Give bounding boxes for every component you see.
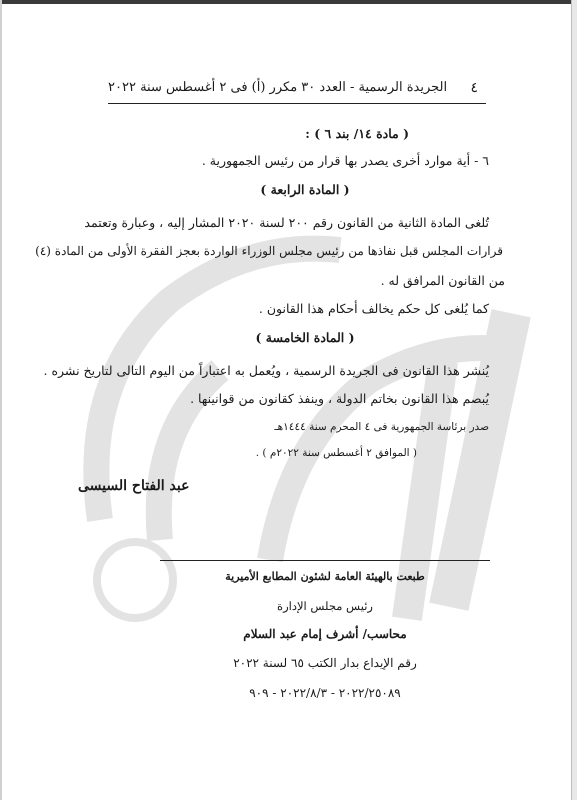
item-6-text: ٦ - أية موارد أخرى يصدر بها قرار من رئيس الجمهورية .	[201, 153, 489, 168]
gazette-title: الجريدة الرسمية - العدد ٣٠ مكرر (أ) فى ٢ أغسطس سنة ٢٠٢٢	[108, 80, 448, 95]
print-code: ٢٠٢٢/٢٥٠٨٩ - ٢٠٢٢/٨/٣ - ٩٠٩	[249, 686, 401, 700]
printed-by: طبعت بالهيئة العامة لشئون المطابع الأميرية	[225, 570, 425, 583]
article-5-heading: ( المادة الخامسة )	[255, 330, 355, 345]
page-number: ٤	[470, 80, 478, 96]
article-4-heading: ( المادة الرابعة )	[260, 182, 350, 197]
window-top-border	[0, 0, 577, 4]
article-5-line-1: يُنشر هذا القانون فى الجريدة الرسمية ، ويُعمل به اعتباراً من اليوم التالى لتاريخ نشره .	[43, 363, 489, 378]
page-header	[108, 80, 478, 100]
footer-divider	[160, 560, 490, 561]
article-4-line-3: من القانون المرافق له .	[380, 273, 505, 288]
article-4-line-4: كما يُلغى كل حكم يخالف أحكام هذا القانون .	[258, 301, 489, 316]
window-left-border	[0, 0, 2, 800]
scrollbar[interactable]	[571, 0, 577, 800]
article-4-line-1: تُلغى المادة الثانية من القانون رقم ٢٠٠ لسنة ٢٠٢٠ المشار إليه ، وعبارة وتعتمد	[84, 215, 489, 230]
article-reference: ( مادة ١٤/ بند ٦ ) :	[305, 126, 409, 141]
article-4-line-2: قرارات المجلس قبل نفاذها من رئيس مجلس الوزراء الواردة بعجز الفقرة الأولى من المادة (٤)	[35, 244, 503, 258]
signature-name: عبد الفتاح السيسى	[78, 478, 190, 494]
article-5-line-2: يُبصم هذا القانون بخاتم الدولة ، وينفذ كقانون من قوانينها .	[190, 391, 489, 406]
chairman-title: رئيس مجلس الإدارة	[277, 599, 373, 613]
issued-line-2: ( الموافق ٢ أغسطس سنة ٢٠٢٢م ) .	[255, 447, 417, 459]
issued-line: صدر برئاسة الجمهورية فى ٤ المحرم سنة ١٤٤٤هـ	[274, 421, 489, 433]
header-divider	[108, 103, 486, 104]
chairman-name: محاسب/ أشرف إمام عبد السلام	[243, 627, 407, 641]
deposit-number: رقم الإيداع بدار الكتب ٦٥ لسنة ٢٠٢٢	[233, 656, 417, 670]
